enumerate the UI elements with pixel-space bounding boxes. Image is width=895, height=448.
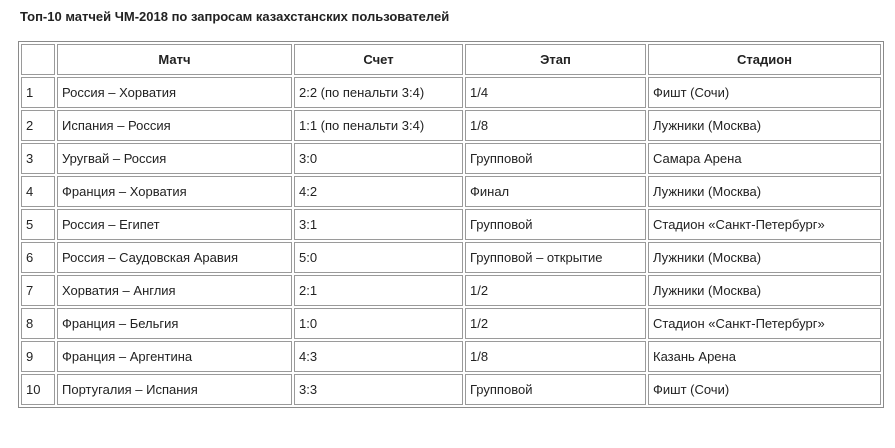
cell-stage: 1/2 xyxy=(465,308,646,339)
table-row xyxy=(21,110,881,141)
cell-number: 7 xyxy=(21,275,55,306)
cell-number: 9 xyxy=(21,341,55,372)
table-row xyxy=(21,209,881,240)
header-match: Матч xyxy=(57,44,292,75)
cell-number: 1 xyxy=(21,77,55,108)
cell-number: 10 xyxy=(21,374,55,405)
cell-match: Россия – Саудовская Аравия xyxy=(57,242,292,273)
cell-stage: 1/8 xyxy=(465,341,646,372)
cell-number: 6 xyxy=(21,242,55,273)
table-row xyxy=(21,77,881,108)
cell-match: Россия – Хорватия xyxy=(57,77,292,108)
cell-score: 3:1 xyxy=(294,209,463,240)
cell-match: Испания – Россия xyxy=(57,110,292,141)
cell-match: Франция – Бельгия xyxy=(57,308,292,339)
cell-score: 1:0 xyxy=(294,308,463,339)
cell-number: 8 xyxy=(21,308,55,339)
cell-stage: Групповой xyxy=(465,143,646,174)
header-stage: Этап xyxy=(465,44,646,75)
cell-score: 2:1 xyxy=(294,275,463,306)
table-row xyxy=(21,143,881,174)
cell-match: Португалия – Испания xyxy=(57,374,292,405)
cell-stadium: Стадион «Санкт-Петербург» xyxy=(648,308,881,339)
cell-score: 3:0 xyxy=(294,143,463,174)
cell-score: 4:3 xyxy=(294,341,463,372)
header-stadium: Стадион xyxy=(648,44,881,75)
cell-stadium: Лужники (Москва) xyxy=(648,176,881,207)
cell-number: 4 xyxy=(21,176,55,207)
cell-stage: 1/8 xyxy=(465,110,646,141)
cell-stadium: Лужники (Москва) xyxy=(648,275,881,306)
cell-stage: Групповой – открытие xyxy=(465,242,646,273)
cell-stage: Групповой xyxy=(465,374,646,405)
cell-stage: Финал xyxy=(465,176,646,207)
cell-stadium: Самара Арена xyxy=(648,143,881,174)
cell-stadium: Фишт (Сочи) xyxy=(648,374,881,405)
table-row xyxy=(21,242,881,273)
cell-stadium: Лужники (Москва) xyxy=(648,110,881,141)
cell-score: 5:0 xyxy=(294,242,463,273)
header-score: Счет xyxy=(294,44,463,75)
cell-number: 3 xyxy=(21,143,55,174)
table-row xyxy=(21,341,881,372)
cell-score: 4:2 xyxy=(294,176,463,207)
header-row xyxy=(21,44,881,75)
cell-stadium: Казань Арена xyxy=(648,341,881,372)
cell-stage: 1/4 xyxy=(465,77,646,108)
cell-number: 5 xyxy=(21,209,55,240)
table-row xyxy=(21,308,881,339)
cell-score: 2:2 (по пенальти 3:4) xyxy=(294,77,463,108)
cell-stage: Групповой xyxy=(465,209,646,240)
cell-match: Франция – Аргентина xyxy=(57,341,292,372)
table-body xyxy=(21,77,881,405)
table-row xyxy=(21,275,881,306)
cell-stadium: Фишт (Сочи) xyxy=(648,77,881,108)
matches-table xyxy=(18,41,884,408)
cell-stadium: Стадион «Санкт-Петербург» xyxy=(648,209,881,240)
cell-match: Уругвай – Россия xyxy=(57,143,292,174)
cell-score: 3:3 xyxy=(294,374,463,405)
cell-stage: 1/2 xyxy=(465,275,646,306)
table-title: Топ-10 матчей ЧМ-2018 по запросам казахстанских пользователей xyxy=(20,9,450,24)
cell-stadium: Лужники (Москва) xyxy=(648,242,881,273)
cell-number: 2 xyxy=(21,110,55,141)
cell-match: Франция – Хорватия xyxy=(57,176,292,207)
cell-match: Хорватия – Англия xyxy=(57,275,292,306)
cell-score: 1:1 (по пенальти 3:4) xyxy=(294,110,463,141)
table-row xyxy=(21,374,881,405)
cell-match: Россия – Египет xyxy=(57,209,292,240)
header-number xyxy=(21,44,55,75)
table-row xyxy=(21,176,881,207)
